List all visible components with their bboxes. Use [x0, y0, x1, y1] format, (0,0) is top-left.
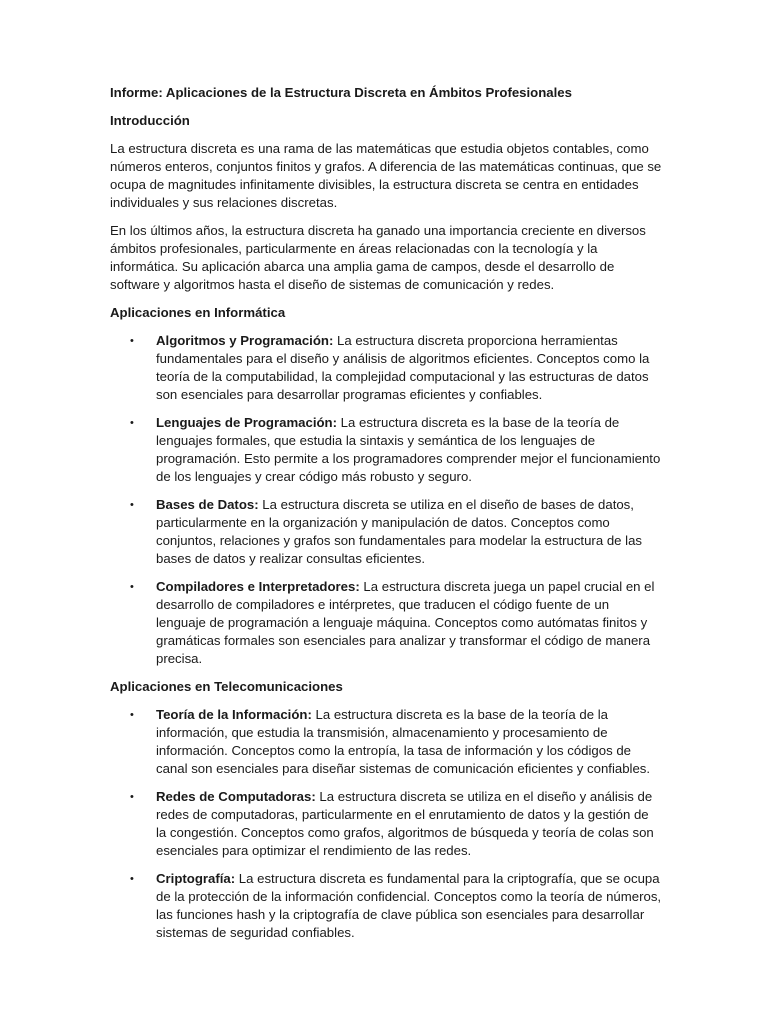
intro-paragraph-2: En los últimos años, la estructura discreta ha ganado una importancia creciente en diversos ámbitos profesionales, particularmente en áreas relacionadas con la tecnología y la informática. Su aplicación abarca una amplia gama de campos, desde el desarrollo de software y algoritmos hasta el diseño de sistemas de comunicación y redes.: [110, 223, 646, 292]
document-page: [110, 84, 662, 952]
item-term: Algoritmos y Programación:: [156, 333, 334, 348]
list-item: [110, 788, 662, 860]
bullet-icon: •: [130, 709, 134, 721]
item-text: La estructura discreta juega un papel crucial en el desarrollo de compiladores e intérpretes, que traducen el código fuente de un lenguaje de programación a lenguaje máquina. Conceptos como autómatas finitos y gramáticas formales son esenciales para analizar y transformar el código de manera precisa.: [156, 579, 655, 666]
document-title: Informe: Aplicaciones de la Estructura Discreta en Ámbitos Profesionales: [110, 85, 572, 100]
item-text: La estructura discreta proporciona herramientas fundamentales para el diseño y análisis de algoritmos eficientes. Conceptos como la teoría de la computabilidad, la complejidad computacional y las estructuras de datos son esenciales para desarrollar programas eficientes y confiables.: [156, 333, 650, 402]
bullet-icon: •: [130, 499, 134, 511]
list-item: [110, 496, 662, 568]
list-item: [110, 870, 662, 942]
list-item: [110, 414, 662, 486]
intro-paragraph-1: La estructura discreta es una rama de las matemáticas que estudia objetos contables, como números enteros, conjuntos finitos y grafos. A diferencia de las matemáticas continuas, que se ocupa de magnitudes infinitamente divisibles, la estructura discreta se centra en entidades individuales y sus relaciones discretas.: [110, 141, 662, 210]
bullet-icon: •: [130, 417, 134, 429]
item-term: Compiladores e Interpretadores:: [156, 579, 360, 594]
item-term: Bases de Datos:: [156, 497, 259, 512]
item-text: La estructura discreta se utiliza en el diseño de bases de datos, particularmente en la organización y manipulación de datos. Conceptos como conjuntos, relaciones y grafos son fundamentales para modelar la estructura de las bases de datos y realizar consultas eficientes.: [156, 497, 643, 566]
item-text: La estructura discreta es la base de la teoría de la información, que estudia la transmisión, almacenamiento y procesamiento de información. Conceptos como la entropía, la tasa de información y los códigos de canal son esenciales para diseñar sistemas de comunicación eficientes y confiables.: [156, 707, 651, 776]
bullet-icon: •: [130, 873, 134, 885]
section-heading-informatica: Aplicaciones en Informática: [110, 305, 286, 320]
intro-heading: Introducción: [110, 113, 190, 128]
item-term: Criptografía:: [156, 871, 236, 886]
item-term: Lenguajes de Programación:: [156, 415, 338, 430]
bullet-icon: •: [130, 791, 134, 803]
item-term: Redes de Computadoras:: [156, 789, 316, 804]
item-text: La estructura discreta es fundamental para la criptografía, que se ocupa de la protección de la información confidencial. Conceptos como la teoría de números, las funciones hash y la criptografía de clave pública son esenciales para desarrollar sistemas de seguridad confiables.: [156, 871, 662, 940]
list-item: [110, 706, 662, 778]
bullet-icon: •: [130, 581, 134, 593]
list-item: [110, 332, 662, 404]
telecomunicaciones-list: [110, 706, 662, 942]
informatica-list: [110, 332, 662, 668]
bullet-icon: •: [130, 335, 134, 347]
item-term: Teoría de la Información:: [156, 707, 312, 722]
list-item: [110, 578, 662, 668]
section-heading-telecomunicaciones: Aplicaciones en Telecomunicaciones: [110, 679, 343, 694]
item-text: La estructura discreta es la base de la teoría de lenguajes formales, que estudia la sintaxis y semántica de los lenguajes de programación. Esto permite a los programadores comprender mejor el funcionamiento de los lenguajes y crear código más robusto y seguro.: [156, 415, 661, 484]
item-text: La estructura discreta se utiliza en el diseño y análisis de redes de computadoras, particularmente en el enrutamiento de datos y la gestión de la congestión. Conceptos como grafos, algoritmos de búsqueda y teoría de colas son esenciales para optimizar el rendimiento de las redes.: [156, 789, 654, 858]
